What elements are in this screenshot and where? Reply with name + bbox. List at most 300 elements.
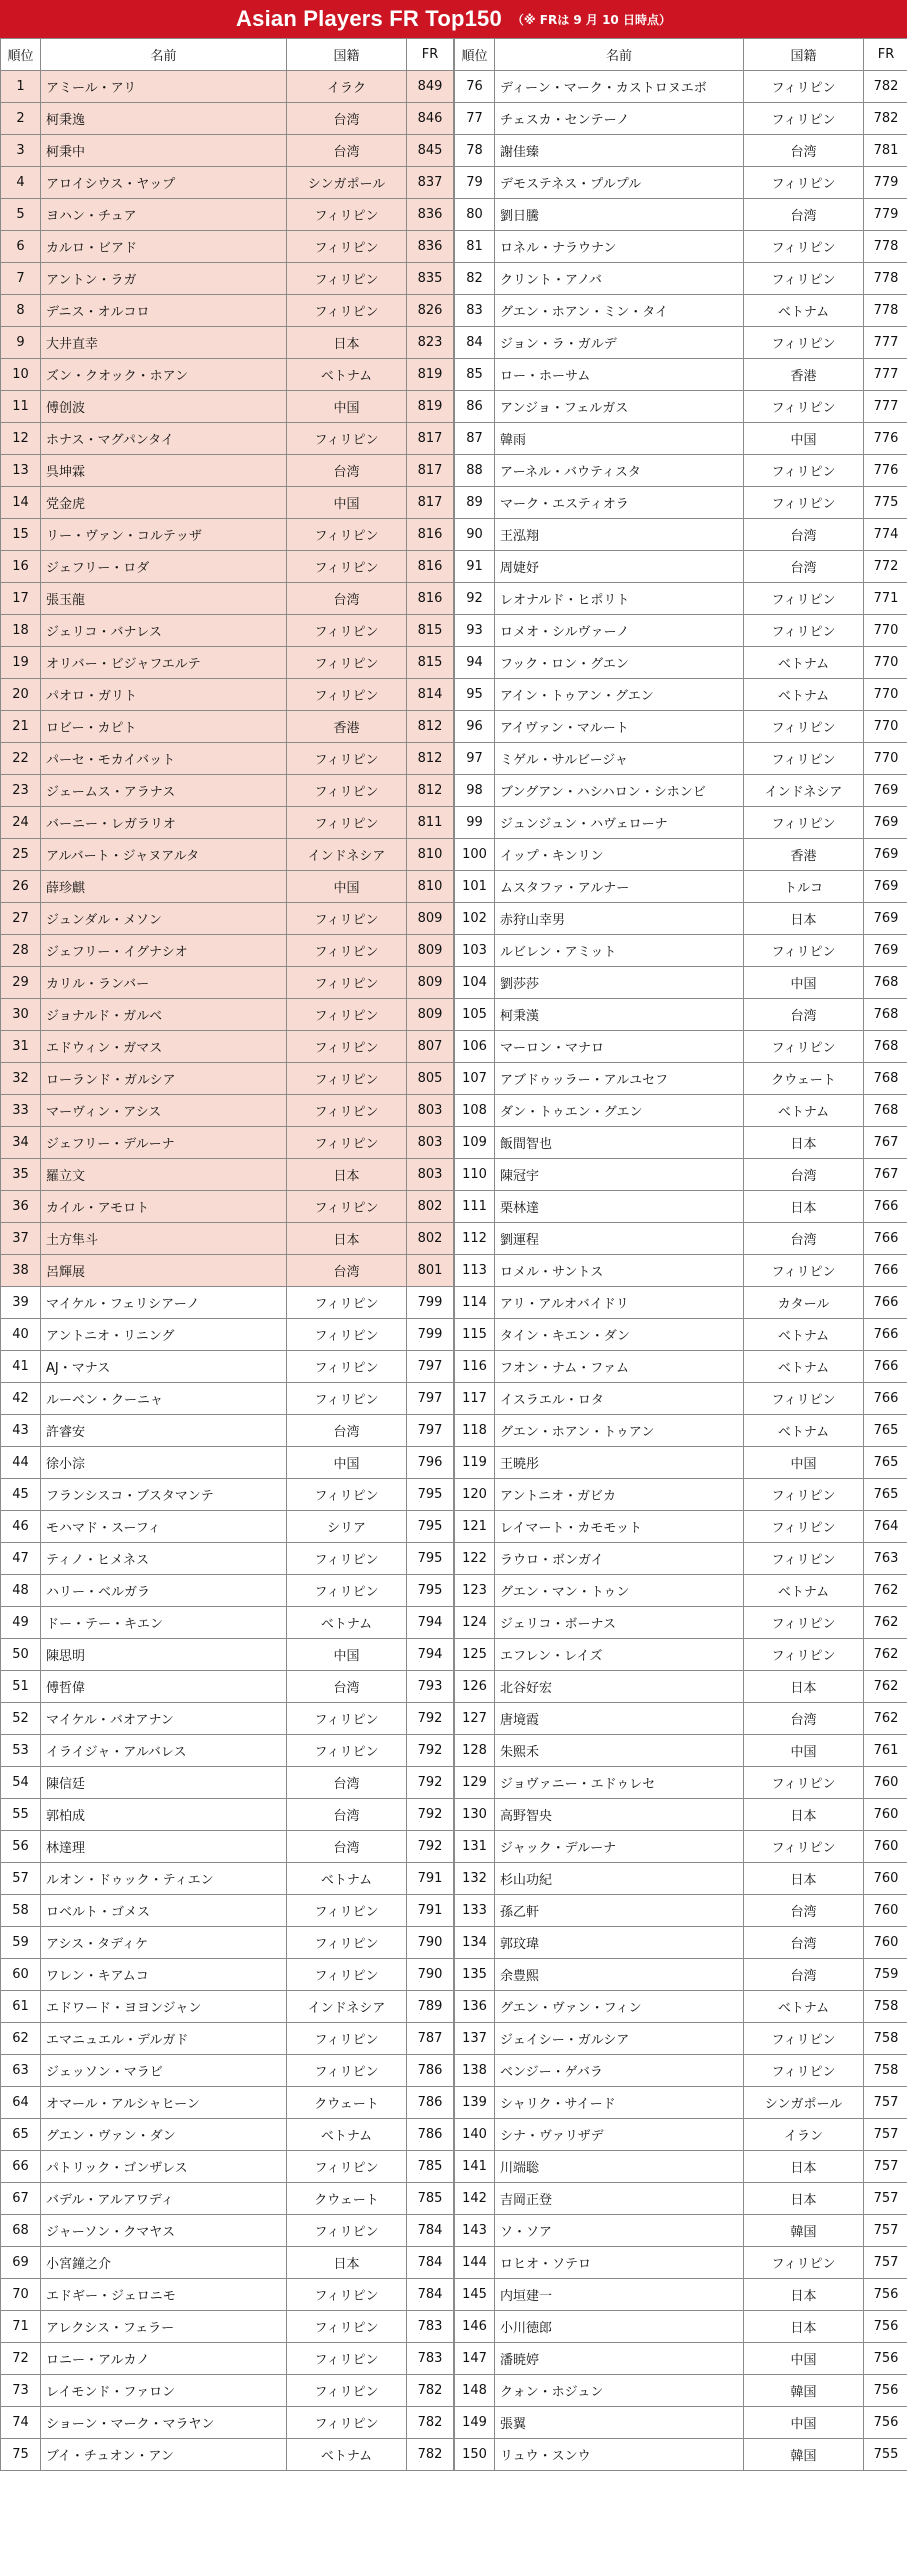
fr-cell: 770 <box>864 615 907 647</box>
name-cell: ロヒオ・ソテロ <box>495 2247 744 2279</box>
fr-cell: 785 <box>407 2183 454 2215</box>
nationality-cell: 台湾 <box>744 1959 864 1991</box>
nationality-cell: フィリピン <box>287 935 407 967</box>
fr-cell: 770 <box>864 647 907 679</box>
column-header-nationality: 国籍 <box>287 39 407 71</box>
fr-cell: 760 <box>864 1799 907 1831</box>
table-row <box>1 2023 454 2055</box>
table-row <box>455 1095 907 1127</box>
page-title: Asian Players FR Top150 <box>236 6 502 31</box>
name-cell: 張翼 <box>495 2407 744 2439</box>
name-cell: ジュンジュン・ハヴェローナ <box>495 807 744 839</box>
nationality-cell: フィリピン <box>744 1479 864 1511</box>
fr-cell: 760 <box>864 1927 907 1959</box>
name-cell: ルオン・ドゥック・ティエン <box>41 1863 287 1895</box>
name-cell: アーネル・バウティスタ <box>495 455 744 487</box>
nationality-cell: 香港 <box>744 359 864 391</box>
fr-cell: 792 <box>407 1831 454 1863</box>
name-cell: 陳信廷 <box>41 1767 287 1799</box>
fr-cell: 768 <box>864 1095 907 1127</box>
table-row <box>455 2311 907 2343</box>
fr-cell: 757 <box>864 2119 907 2151</box>
fr-cell: 766 <box>864 1191 907 1223</box>
fr-cell: 757 <box>864 2087 907 2119</box>
name-cell: ラウロ・ボンガイ <box>495 1543 744 1575</box>
fr-cell: 809 <box>407 967 454 999</box>
rank-cell: 48 <box>1 1575 41 1607</box>
fr-cell: 762 <box>864 1671 907 1703</box>
rank-cell: 89 <box>455 487 495 519</box>
nationality-cell: フィリピン <box>287 1479 407 1511</box>
table-row <box>1 743 454 775</box>
rank-cell: 82 <box>455 263 495 295</box>
name-cell: 柯秉逸 <box>41 103 287 135</box>
rank-cell: 98 <box>455 775 495 807</box>
nationality-cell: 韓国 <box>744 2439 864 2471</box>
table-row <box>1 1799 454 1831</box>
rank-cell: 107 <box>455 1063 495 1095</box>
name-cell: マーク・エスティオラ <box>495 487 744 519</box>
nationality-cell: フィリピン <box>744 1831 864 1863</box>
name-cell: ヨハン・チュア <box>41 199 287 231</box>
name-cell: ロネル・ナラウナン <box>495 231 744 263</box>
table-row <box>1 1575 454 1607</box>
table-row <box>455 1767 907 1799</box>
table-row <box>455 1991 907 2023</box>
name-cell: ロメオ・シルヴァーノ <box>495 615 744 647</box>
rank-cell: 120 <box>455 1479 495 1511</box>
table-row <box>1 999 454 1031</box>
name-cell: ロニー・アルカノ <box>41 2343 287 2375</box>
nationality-cell: フィリピン <box>287 903 407 935</box>
nationality-cell: 台湾 <box>287 583 407 615</box>
nationality-cell: インドネシア <box>287 839 407 871</box>
ranking-table-right <box>454 38 907 2471</box>
rank-cell: 58 <box>1 1895 41 1927</box>
rank-cell: 114 <box>455 1287 495 1319</box>
fr-cell: 768 <box>864 999 907 1031</box>
name-cell: アントニオ・ガビカ <box>495 1479 744 1511</box>
rank-cell: 106 <box>455 1031 495 1063</box>
fr-cell: 769 <box>864 775 907 807</box>
name-cell: ジェフリー・デルーナ <box>41 1127 287 1159</box>
name-cell: ワレン・キアムコ <box>41 1959 287 1991</box>
nationality-cell: ベトナム <box>744 647 864 679</box>
nationality-cell: フィリピン <box>287 1575 407 1607</box>
rank-cell: 96 <box>455 711 495 743</box>
fr-cell: 766 <box>864 1255 907 1287</box>
nationality-cell: フィリピン <box>287 2151 407 2183</box>
table-row <box>455 1863 907 1895</box>
nationality-cell: フィリピン <box>744 263 864 295</box>
name-cell: AJ・マナス <box>41 1351 287 1383</box>
fr-cell: 783 <box>407 2343 454 2375</box>
nationality-cell: 中国 <box>287 487 407 519</box>
rank-cell: 49 <box>1 1607 41 1639</box>
nationality-cell: フィリピン <box>287 1927 407 1959</box>
fr-cell: 761 <box>864 1735 907 1767</box>
name-cell: フオン・ナム・ファム <box>495 1351 744 1383</box>
nationality-cell: 日本 <box>744 2151 864 2183</box>
name-cell: アイン・トゥアン・グエン <box>495 679 744 711</box>
nationality-cell: 台湾 <box>744 999 864 1031</box>
table-row <box>455 2055 907 2087</box>
rank-cell: 64 <box>1 2087 41 2119</box>
nationality-cell: フィリピン <box>287 2343 407 2375</box>
table-row <box>1 2279 454 2311</box>
table-row <box>455 839 907 871</box>
nationality-cell: フィリピン <box>287 743 407 775</box>
fr-cell: 791 <box>407 1895 454 1927</box>
nationality-cell: 中国 <box>287 391 407 423</box>
name-cell: 大井直幸 <box>41 327 287 359</box>
table-row <box>455 2279 907 2311</box>
table-row <box>1 1159 454 1191</box>
fr-cell: 769 <box>864 871 907 903</box>
name-cell: 徐小淙 <box>41 1447 287 1479</box>
rank-cell: 44 <box>1 1447 41 1479</box>
rank-cell: 1 <box>1 71 41 103</box>
nationality-cell: 中国 <box>744 967 864 999</box>
nationality-cell: 日本 <box>744 1127 864 1159</box>
name-cell: レイモンド・ファロン <box>41 2375 287 2407</box>
ranking-table-left <box>0 38 454 2471</box>
fr-cell: 766 <box>864 1223 907 1255</box>
rank-cell: 87 <box>455 423 495 455</box>
table-row <box>455 807 907 839</box>
table-row <box>1 775 454 807</box>
name-cell: デモステネス・プルプル <box>495 167 744 199</box>
name-cell: 林達理 <box>41 1831 287 1863</box>
nationality-cell: フィリピン <box>287 679 407 711</box>
fr-cell: 767 <box>864 1159 907 1191</box>
nationality-cell: フィリピン <box>287 647 407 679</box>
fr-cell: 815 <box>407 647 454 679</box>
rank-cell: 124 <box>455 1607 495 1639</box>
nationality-cell: フィリピン <box>744 327 864 359</box>
fr-cell: 797 <box>407 1351 454 1383</box>
fr-cell: 805 <box>407 1063 454 1095</box>
nationality-cell: 台湾 <box>744 135 864 167</box>
nationality-cell: シンガポール <box>744 2087 864 2119</box>
table-row <box>455 743 907 775</box>
table-row <box>1 583 454 615</box>
fr-cell: 757 <box>864 2183 907 2215</box>
rank-cell: 113 <box>455 1255 495 1287</box>
name-cell: ズン・クオック・ホアン <box>41 359 287 391</box>
fr-cell: 792 <box>407 1703 454 1735</box>
nationality-cell: フィリピン <box>744 1543 864 1575</box>
nationality-cell: 台湾 <box>287 135 407 167</box>
name-cell: アンジョ・フェルガス <box>495 391 744 423</box>
rank-cell: 10 <box>1 359 41 391</box>
rank-cell: 117 <box>455 1383 495 1415</box>
name-cell: 張玉龍 <box>41 583 287 615</box>
name-cell: 郭玟瑋 <box>495 1927 744 1959</box>
nationality-cell: 日本 <box>744 2183 864 2215</box>
table-row <box>1 1479 454 1511</box>
table-row <box>1 871 454 903</box>
name-cell: タイン・キエン・ダン <box>495 1319 744 1351</box>
nationality-cell: 台湾 <box>744 1223 864 1255</box>
fr-cell: 771 <box>864 583 907 615</box>
rank-cell: 137 <box>455 2023 495 2055</box>
nationality-cell: クウェート <box>287 2183 407 2215</box>
rank-cell: 40 <box>1 1319 41 1351</box>
fr-cell: 836 <box>407 199 454 231</box>
fr-cell: 762 <box>864 1639 907 1671</box>
rank-cell: 13 <box>1 455 41 487</box>
rank-cell: 16 <box>1 551 41 583</box>
name-cell: シャリク・サイード <box>495 2087 744 2119</box>
nationality-cell: 台湾 <box>287 1767 407 1799</box>
table-row <box>455 1895 907 1927</box>
fr-cell: 758 <box>864 2023 907 2055</box>
table-row <box>1 711 454 743</box>
fr-cell: 755 <box>864 2439 907 2471</box>
rank-cell: 118 <box>455 1415 495 1447</box>
nationality-cell: 台湾 <box>744 199 864 231</box>
rank-cell: 79 <box>455 167 495 199</box>
name-cell: アントニオ・リニング <box>41 1319 287 1351</box>
table-row <box>455 2215 907 2247</box>
name-cell: ジェッソン・マラビ <box>41 2055 287 2087</box>
nationality-cell: ベトナム <box>287 359 407 391</box>
name-cell: ショーン・マーク・マラヤン <box>41 2407 287 2439</box>
fr-cell: 766 <box>864 1351 907 1383</box>
rank-cell: 31 <box>1 1031 41 1063</box>
rank-cell: 45 <box>1 1479 41 1511</box>
rank-cell: 132 <box>455 1863 495 1895</box>
rank-cell: 129 <box>455 1767 495 1799</box>
table-row <box>1 551 454 583</box>
nationality-cell: フィリピン <box>744 1639 864 1671</box>
rank-cell: 91 <box>455 551 495 583</box>
table-row <box>455 1831 907 1863</box>
fr-cell: 837 <box>407 167 454 199</box>
rank-cell: 11 <box>1 391 41 423</box>
nationality-cell: 中国 <box>744 1735 864 1767</box>
nationality-cell: ベトナム <box>287 2119 407 2151</box>
name-cell: アイヴァン・マルート <box>495 711 744 743</box>
nationality-cell: フィリピン <box>287 1383 407 1415</box>
name-cell: パオロ・ガリト <box>41 679 287 711</box>
name-cell: グエン・ホアン・トゥアン <box>495 1415 744 1447</box>
name-cell: シナ・ヴァリザデ <box>495 2119 744 2151</box>
rank-cell: 30 <box>1 999 41 1031</box>
name-cell: エフレン・レイズ <box>495 1639 744 1671</box>
table-row <box>1 1607 454 1639</box>
name-cell: ディーン・マーク・カストロヌエボ <box>495 71 744 103</box>
rank-cell: 68 <box>1 2215 41 2247</box>
column-header-nationality: 国籍 <box>744 39 864 71</box>
fr-cell: 782 <box>864 103 907 135</box>
name-cell: ホナス・マグパンタイ <box>41 423 287 455</box>
fr-cell: 816 <box>407 583 454 615</box>
nationality-cell: フィリピン <box>744 583 864 615</box>
fr-cell: 760 <box>864 1895 907 1927</box>
name-cell: バデル・アルアワディ <box>41 2183 287 2215</box>
name-cell: マイケル・フェリシアーノ <box>41 1287 287 1319</box>
fr-cell: 810 <box>407 871 454 903</box>
fr-cell: 769 <box>864 903 907 935</box>
table-row <box>455 1735 907 1767</box>
table-row <box>1 135 454 167</box>
rank-cell: 150 <box>455 2439 495 2471</box>
rank-cell: 19 <box>1 647 41 679</box>
rank-cell: 128 <box>455 1735 495 1767</box>
nationality-cell: 日本 <box>287 1223 407 1255</box>
table-row <box>1 71 454 103</box>
table-header-row <box>455 39 907 71</box>
rank-cell: 36 <box>1 1191 41 1223</box>
fr-cell: 794 <box>407 1607 454 1639</box>
rank-cell: 144 <box>455 2247 495 2279</box>
fr-cell: 768 <box>864 1063 907 1095</box>
rank-cell: 72 <box>1 2343 41 2375</box>
fr-cell: 782 <box>864 71 907 103</box>
nationality-cell: フィリピン <box>744 1767 864 1799</box>
fr-cell: 758 <box>864 1991 907 2023</box>
table-row <box>1 1223 454 1255</box>
column-header-rank: 順位 <box>1 39 41 71</box>
name-cell: 潘暁婷 <box>495 2343 744 2375</box>
rank-cell: 41 <box>1 1351 41 1383</box>
nationality-cell: フィリピン <box>744 103 864 135</box>
fr-cell: 756 <box>864 2343 907 2375</box>
fr-cell: 768 <box>864 1031 907 1063</box>
fr-cell: 784 <box>407 2279 454 2311</box>
name-cell: ミゲル・サルビージャ <box>495 743 744 775</box>
nationality-cell: イラン <box>744 2119 864 2151</box>
fr-cell: 812 <box>407 743 454 775</box>
rank-cell: 93 <box>455 615 495 647</box>
table-row <box>455 391 907 423</box>
rank-cell: 111 <box>455 1191 495 1223</box>
rank-cell: 101 <box>455 871 495 903</box>
fr-cell: 794 <box>407 1639 454 1671</box>
table-row <box>455 519 907 551</box>
rank-cell: 27 <box>1 903 41 935</box>
nationality-cell: 中国 <box>287 1447 407 1479</box>
nationality-cell: フィリピン <box>744 391 864 423</box>
table-row <box>1 487 454 519</box>
name-cell: 傅哲偉 <box>41 1671 287 1703</box>
rank-cell: 116 <box>455 1351 495 1383</box>
fr-cell: 809 <box>407 903 454 935</box>
name-cell: 孫乙軒 <box>495 1895 744 1927</box>
fr-cell: 762 <box>864 1703 907 1735</box>
name-cell: 飯間智也 <box>495 1127 744 1159</box>
table-row <box>455 1607 907 1639</box>
rank-cell: 109 <box>455 1127 495 1159</box>
nationality-cell: 台湾 <box>744 551 864 583</box>
table-row <box>455 2439 907 2471</box>
name-cell: ブイ・チュオン・アン <box>41 2439 287 2471</box>
nationality-cell: フィリピン <box>744 1383 864 1415</box>
table-row <box>455 1959 907 1991</box>
name-cell: 劉運程 <box>495 1223 744 1255</box>
table-row <box>455 871 907 903</box>
table-row <box>455 1319 907 1351</box>
fr-cell: 777 <box>864 391 907 423</box>
name-cell: パトリック・ゴンザレス <box>41 2151 287 2183</box>
rank-cell: 127 <box>455 1703 495 1735</box>
table-row <box>455 231 907 263</box>
table-row <box>1 1191 454 1223</box>
nationality-cell: ベトナム <box>744 1095 864 1127</box>
title-bar <box>0 0 907 38</box>
fr-cell: 786 <box>407 2055 454 2087</box>
fr-cell: 823 <box>407 327 454 359</box>
table-row <box>1 1255 454 1287</box>
fr-cell: 790 <box>407 1927 454 1959</box>
nationality-cell: フィリピン <box>287 519 407 551</box>
name-cell: 羅立文 <box>41 1159 287 1191</box>
nationality-cell: 日本 <box>744 1671 864 1703</box>
fr-cell: 782 <box>407 2407 454 2439</box>
nationality-cell: 台湾 <box>287 1799 407 1831</box>
fr-cell: 760 <box>864 1767 907 1799</box>
table-row <box>1 1671 454 1703</box>
name-cell: ジャーソン・クマヤス <box>41 2215 287 2247</box>
name-cell: ロー・ホーサム <box>495 359 744 391</box>
fr-cell: 776 <box>864 455 907 487</box>
rank-cell: 71 <box>1 2311 41 2343</box>
rank-cell: 85 <box>455 359 495 391</box>
nationality-cell: フィリピン <box>744 2247 864 2279</box>
table-row <box>1 1927 454 1959</box>
table-row <box>455 487 907 519</box>
nationality-cell: ベトナム <box>744 679 864 711</box>
name-cell: グエン・ホアン・ミン・タイ <box>495 295 744 327</box>
name-cell: ロメル・サントス <box>495 1255 744 1287</box>
table-row <box>1 679 454 711</box>
nationality-cell: 日本 <box>287 2247 407 2279</box>
nationality-cell: 韓国 <box>744 2375 864 2407</box>
name-cell: 吉岡正登 <box>495 2183 744 2215</box>
name-cell: 柯秉中 <box>41 135 287 167</box>
nationality-cell: フィリピン <box>287 423 407 455</box>
name-cell: ジェイシー・ガルシア <box>495 2023 744 2055</box>
rank-cell: 15 <box>1 519 41 551</box>
table-row <box>1 903 454 935</box>
rank-cell: 52 <box>1 1703 41 1735</box>
name-cell: 劉莎莎 <box>495 967 744 999</box>
nationality-cell: フィリピン <box>744 615 864 647</box>
fr-cell: 781 <box>864 135 907 167</box>
fr-cell: 767 <box>864 1127 907 1159</box>
fr-cell: 795 <box>407 1575 454 1607</box>
fr-cell: 762 <box>864 1575 907 1607</box>
table-row <box>1 2311 454 2343</box>
nationality-cell: 台湾 <box>287 1671 407 1703</box>
fr-cell: 757 <box>864 2215 907 2247</box>
table-row <box>1 1095 454 1127</box>
rank-cell: 105 <box>455 999 495 1031</box>
table-row <box>1 1767 454 1799</box>
fr-cell: 809 <box>407 935 454 967</box>
nationality-cell: 台湾 <box>744 1895 864 1927</box>
name-cell: ムスタファ・アルナー <box>495 871 744 903</box>
rank-cell: 66 <box>1 2151 41 2183</box>
rank-cell: 143 <box>455 2215 495 2247</box>
fr-cell: 785 <box>407 2151 454 2183</box>
name-cell: 王泓翔 <box>495 519 744 551</box>
name-cell: 薛珍麒 <box>41 871 287 903</box>
ranking-table-right-body <box>455 71 907 2471</box>
table-row <box>1 1287 454 1319</box>
